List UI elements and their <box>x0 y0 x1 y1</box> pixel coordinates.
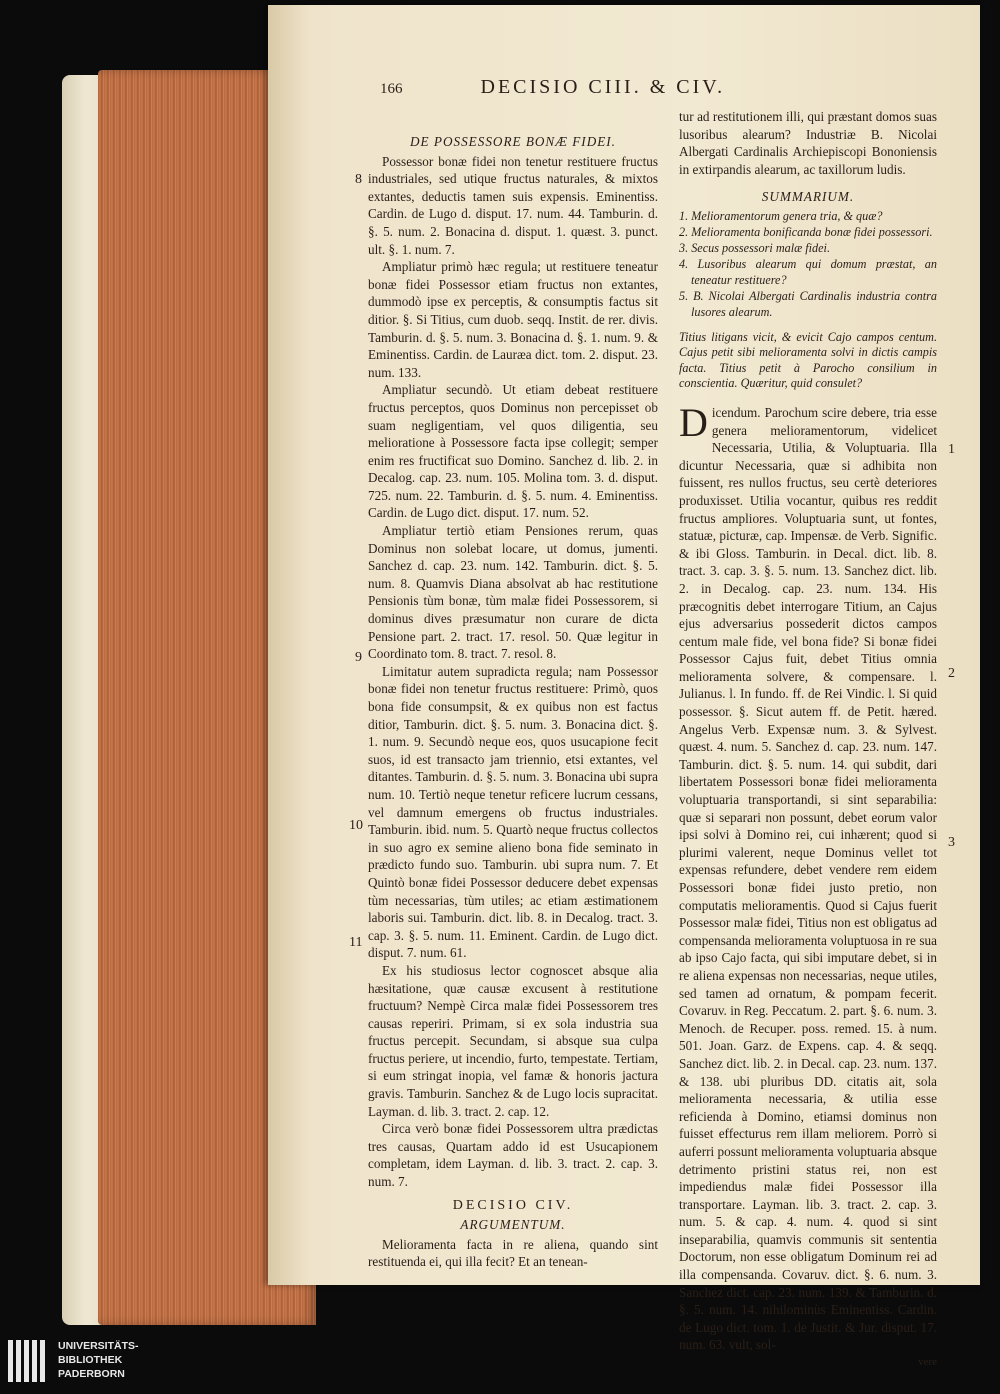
summarium-item: 2. Melioramenta bonificanda bonæ fidei possessori. <box>679 224 933 239</box>
margin-number: 1 <box>948 442 955 457</box>
right-column <box>679 108 937 1372</box>
body-text: icendum. Parochum scire debere, tria esse genera melioramentorum, videlicet Necessaria, Utilia, & Voluptuaria. Illa dicuntur Necessaria, quæ si adhibita non fuissent, res nullos fructus, seu certè deteriores produxisset. Utilia vocantur, quibus res reddit fructus ampliores. Voluptuaria sunt, ut fontes, statuæ, picturæ, cap. Impensæ. de Verb. Signific. & ibi Gloss. Tamburin. in Decal. dict. lib. 8. tract. 3. cap. 3. §. 5. num. 13. Sanchez dict. lib. 2. in Decalog. cap. 23. num. 134. His præcognitis debet interrogare Titium, an Cajus ejus adversarius possederit dictos campos centum male fide, vel bona fide? Si bonæ fidei Possessor Cajus fuit, debet Titius omnia melioramenta solvere, & compensare. l. Julianus. l. In fundo. ff. de Rei Vindic. l. Si quid possessor. §. Sicut autem ff. de Petit. hæred. Angelus Verb. Expensæ num. 3. & Sylvest. quæst. 4. num. 5. Sanchez d. cap. 23. num. 147. Tamburin. dict. §. 5. num. 14. qui subdit, dari libertatem Possessori bonæ fidei melioramenta voluptuaria transportandi, si sint separabilia: quæ si separari non possunt, debet eorum valor ipsi solvi à Domino rei, cui inhærent; quod si plurimi valerent, neque Dominus vellet tot expensas refundere, debet vendere rem eidem Possessori bonæ fidei justo pretio, non computatis melioramentis. Quod si Cajus fuerit Possessor malæ fidei, Titius non est obligatus ad compensanda melioramenta voluptuosa in re sua ab ipso Cajo facta, qui sibi imputare debet, si in re aliena expensas non necessarias, neque utiles, sed tamen ad ornatum, & pompam fecerit. Covaruv. in Reg. Peccatum. 2. part. §. 6. num. 3. Menoch. de Recuper. poss. remed. 15. à num. 501. Joan. Garz. de Expens. cap. 4. & seqq. Sanchez dict. lib. 2. in Decal. cap. 23. num. 137. & 138. ubi pluribus DD. citatis ait, sola melioramenta necessaria, & utilia esse reficienda à Domino, etiamsi dominus non fuisset effecturus rem illam meliorem. Porrò si auferri possunt melioramenta voluptuaria absque detrimento pristini status rei, non est impediendus malæ fidei Possessor illa transportare. Layman. lib. 3. tract. 2. cap. 3. num. 5. & cap. 4. num. 4. quod si sint inseparabilia, quamvis communis sit sententia Doctorum, non esse obligatum Dominum rei ad illa compensanda. Covaruv. dict. §. 6. num. 3. Sanchez dict. cap. 23. num. 139. & Tamburin. d. §. 5. num. 14. nihilominùs Eminentiss. Cardin. de Lugo dict. tom. 1. de Justit. & Jur. disput. 17. num. 63. vult, sol- <box>679 404 937 1353</box>
section-title: DE POSSESSORE BONÆ FIDEI. <box>410 134 616 149</box>
body-paragraph <box>679 399 937 1354</box>
argumentum-text: Melioramenta facta in re aliena, quando sint restituenda ei, qui illa fecit? Et an tenean- <box>368 1236 658 1270</box>
catchword: vere <box>918 1356 937 1369</box>
margin-number: 3 <box>948 835 955 850</box>
paragraph: Possessor bonæ fidei non tenetur restituere fructus industriales, sed utique fructus naturales, & mixtos extantes, deductis tamen suis expensis. Eminentiss. Cardin. de Lugo d. disput. 17. num. 44. Tamburin. d. §. 5. num. 2. Bonacina d. disput. 1. quæst. 3. punct. ult. §. 1. num. 7. <box>368 153 658 257</box>
summarium-item: 3. Secus possessori malæ fidei. <box>679 240 830 255</box>
running-header <box>380 76 940 99</box>
margin-number: 11 <box>349 935 363 950</box>
argumentum-title: ARGUMENTUM. <box>460 1217 566 1233</box>
library-logo-text: UNIVERSITÄTS- BIBLIOTHEK PADERBORN <box>58 1340 139 1380</box>
case-statement: Titius litigans vicit, & evicit Cajo campos centum. Cajus petit sibi melioramenta solvi in dictis campis facta. Titius petit à Parocho consilium in conscientia. Quæritur, quid consulet? <box>679 329 937 391</box>
paragraph: Ampliatur primò hæc regula; ut restituere teneatur bonæ fidei Possessor etiam fructus non extantes, dummodò ipse ex perceptis, & consumptis factus sit ditior. §. Si Titius, cum duob. seqq. Instit. de rer. divis. Tamburin. d. §. 5. num. 3. Bonacina d. §. 1. num. 9. & Eminentiss. Cardin. de Lauræa dict. tom. 2. disput. 23. num. 133. <box>368 259 658 380</box>
paragraph: Circa verò bonæ fidei Possessorem ultra prædictas tres causas, Quartam addo id est Usucapionem completam, idem Layman. d. lib. 3. tract. 2. cap. 3. num. 7. <box>368 1121 658 1190</box>
drop-cap: D <box>679 399 708 445</box>
decisio-title: DECISIO CIV. <box>452 1197 574 1213</box>
library-logo <box>8 1336 168 1386</box>
summarium-item: 4. Lusoribus alearum qui domum præstat, an teneatur restituere? <box>679 256 937 287</box>
paragraph: Limitatur autem supradicta regula; nam Possessor bonæ fidei non tenetur fructus restituere: Primò, quos bona fide consumpsit, & ex quibus non est factus ditior, Tamburin. dict. §. 5. num. 3. Bonacina dict. §. 1. num. 9. Secundò neque eos, quos usucapione fecit suos, id est transacto jam triennio, etsi extantes, vel ditantes. Tamburin. d. §. 5. num. 3. Bonacina ubi supra num. 10. Tertiò neque tenetur reficere lucrum cessans, vel damnum emergens ob fructus industriales. Tamburin. ibid. num. 5. Quartò neque fructus collectos in suo agro ex semine alieno bona fide seminato in prædicto fundo suo. Tamburin. ubi supra num. 7. Et Quintò bonæ fidei Possessor deducere debet expensas tùm necessarias, tùm utiles; ac etiam æstimationem laboris sui. Tamburin. dict. lib. 8. in Decalog. tract. 3. cap. 3. §. 5. num. 11. Eminent. Cardin. de Lugo dict. disput. 7. num. 61. <box>368 663 658 961</box>
summarium-item: 1. Melioramentorum genera tria, & quæ? <box>679 208 883 223</box>
margin-number: 10 <box>349 818 363 833</box>
running-title: DECISIO CIII. & CIV. <box>480 76 726 98</box>
library-logo-icon <box>8 1340 50 1382</box>
margin-number: 9 <box>355 650 362 665</box>
summarium-title: SUMMARIUM. <box>761 189 855 205</box>
left-column <box>368 131 658 1271</box>
margin-number: 2 <box>948 666 955 681</box>
paragraph: Ampliatur tertiò etiam Pensiones rerum, quas Dominus non solebat locare, ut domus, jumenti. Sanchez d. cap. 23. num. 142. Tamburin. dict. §. 5. num. 8. Quamvis Diana absolvat ab hac restitutione Pensionis tùm bonæ, tùm malæ fidei Possessorem, si dominus dives præsumatur non curare de dicta Pensione part. 2. tract. 17. resol. 50. Quæ legitur in Coordinato tom. 8. tract. 7. resol. 8. <box>368 523 658 662</box>
page-number: 166 <box>380 81 403 97</box>
margin-number: 8 <box>355 172 362 187</box>
paragraph: Ampliatur secundò. Ut etiam debeat restituere fructus perceptos, quos Dominus non percepisset ob suam negligentiam, vel quos diligentia, seu melioratione à Possessore facta ipse collegit; semper enim res fructificat suo Domino. Sanchez d. lib. 2. in Decalog. cap. 23. num. 105. Molina tom. 3. d. disput. 725. num. 22. Tamburin. d. §. 5. num. 4. Eminentiss. Cardin. de Lugo dict. disput. 17. num. 52. <box>368 382 658 521</box>
argumentum-continuation: tur ad restitutionem illi, qui præstant domos suas lusoribus alearum? Industriæ B. Nicolai Albergati Cardinalis Archiepiscopi Bononiensis in extirpandis alearum, ac taxillorum ludis. <box>679 109 937 177</box>
paragraph: Ex his studiosus lector cognoscet absque alia hæsitatione, quæ causæ excusent à restitutione fructuum? Nempè Circa malæ fidei Possessorem tres causas reperiri. Primam, si ex sola industria sua fructus percepit. Secundam, si absque sua culpa fructus periere, ut incendio, furto, tempestate. Tertiam, si eum stringat inopia, vel famæ & honoris jactura gravis. Tamburin. Sanchez & de Lugo locis supracitat. Layman. d. lib. 3. tract. 2. cap. 12. <box>368 962 658 1119</box>
summarium-item: 5. B. Nicolai Albergati Cardinalis industria contra lusores alearum. <box>679 288 937 319</box>
